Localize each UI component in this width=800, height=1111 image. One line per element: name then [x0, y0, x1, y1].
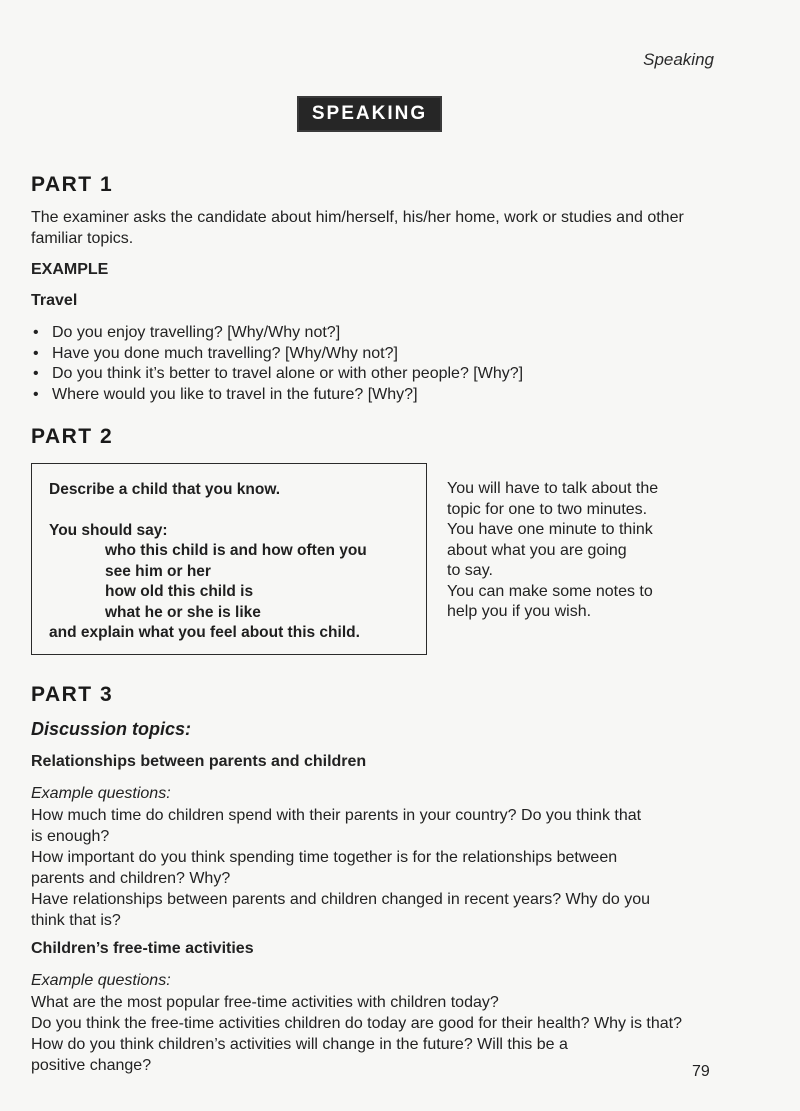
cue-card-point: who this child is and how often you [105, 542, 367, 559]
list-item: • Do you think it’s better to travel alone or with other people? [Why?] [31, 364, 721, 385]
part2-heading: PART 2 [31, 425, 114, 448]
question-line: positive change? [31, 1057, 152, 1074]
topic-heading: Relationships between parents and children [31, 753, 367, 770]
running-head: Speaking [643, 50, 714, 69]
cue-card [31, 463, 427, 655]
instruction-line: You will have to talk about the [447, 480, 659, 497]
question-line: is enough? [31, 828, 110, 845]
question-line: think that is? [31, 912, 121, 929]
cue-card-point: what he or she is like [105, 603, 261, 621]
cue-card-point: see him or her [105, 562, 211, 580]
topic-title: Travel [31, 292, 78, 309]
question-line: How do you think children’s activities will change in the future? Will this be a [31, 1036, 568, 1053]
section-title-badge: SPEAKING [297, 96, 442, 132]
instruction-line: help you if you wish. [447, 603, 592, 620]
question-line: Do you think the free-time activities children do today are good for their health? Why is that? [31, 1015, 683, 1032]
topic-heading: Children’s free-time activities [31, 940, 254, 957]
part1-question-list [31, 323, 721, 405]
instruction-line: to say. [447, 562, 493, 579]
cue-card-should-say: You should say: [49, 521, 168, 539]
cue-card-task: Describe a child that you know. [49, 481, 281, 498]
question-block [31, 992, 771, 1076]
question-line: How important do you think spending time together is for the relationships between [31, 849, 618, 866]
list-item: • Where would you like to travel in the future? [Why?] [31, 385, 721, 406]
discussion-topics-label: Discussion topics: [31, 719, 192, 739]
question-line: Have relationships between parents and children changed in recent years? Why do you [31, 891, 651, 908]
list-item: • Do you enjoy travelling? [Why/Why not?] [31, 323, 721, 344]
question-line: How much time do children spend with their parents in your country? Do you think that [31, 807, 642, 824]
question-line: parents and children? Why? [31, 870, 231, 887]
part3-heading: PART 3 [31, 683, 114, 706]
list-item: • Have you done much travelling? [Why/Why not?] [31, 344, 721, 365]
part1-heading: PART 1 [31, 173, 114, 196]
question-block [31, 805, 751, 931]
instruction-line: You can make some notes to [447, 582, 653, 600]
cue-card-point: how old this child is [105, 583, 254, 600]
part2-instructions [447, 479, 707, 623]
page-number: 79 [692, 1063, 710, 1080]
cue-card-explain: and explain what you feel about this child. [49, 624, 360, 641]
instruction-line: You have one minute to think [447, 521, 653, 538]
example-label: EXAMPLE [31, 261, 109, 278]
example-questions-label: Example questions: [31, 972, 171, 989]
instruction-line: about what you are going [447, 541, 627, 559]
example-questions-label: Example questions: [31, 785, 171, 802]
question-line: What are the most popular free-time activities with children today? [31, 994, 499, 1011]
instruction-line: topic for one to two minutes. [447, 500, 648, 518]
part1-intro: The examiner asks the candidate about him/herself, his/her home, work or studies and other familiar topics. [31, 209, 684, 247]
